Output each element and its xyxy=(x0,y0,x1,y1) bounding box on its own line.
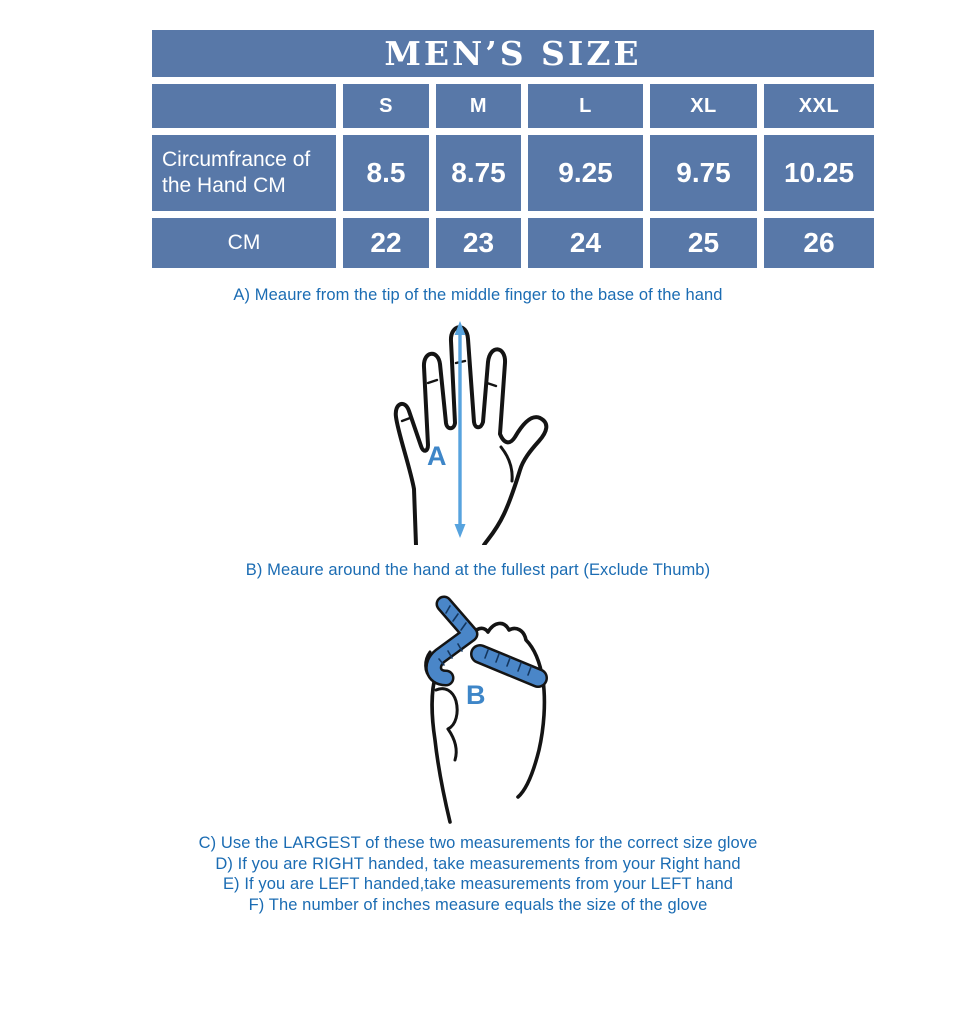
hand-outline-illustration xyxy=(383,317,553,545)
row-label-cm: CM xyxy=(152,218,336,268)
size-header-m: M xyxy=(436,84,521,128)
hand-measure-label: A xyxy=(427,441,447,471)
fist-outline-illustration xyxy=(400,592,565,828)
circumference-value-xxl: 10.25 xyxy=(764,135,874,211)
size-header-xl: XL xyxy=(650,84,757,128)
mens-size-table xyxy=(152,30,874,268)
note-f: F) The number of inches measure equals the size of the glove xyxy=(248,895,708,914)
cm-value-s: 22 xyxy=(343,218,429,268)
size-header-xxl: XXL xyxy=(764,84,874,128)
circumference-value-s: 8.5 xyxy=(343,135,429,211)
note-c: C) Use the LARGEST of these two measurements for the correct size glove xyxy=(198,834,758,852)
size-header-l: L xyxy=(528,84,643,128)
circumference-value-l: 9.25 xyxy=(528,135,643,211)
circumference-value-m: 8.75 xyxy=(436,135,521,211)
measurement-notes xyxy=(0,833,956,915)
note-d: D) If you are RIGHT handed, take measurements from your Right hand xyxy=(215,854,741,873)
cm-value-xxl: 26 xyxy=(764,218,874,268)
note-e: E) If you are LEFT handed,take measurements from your LEFT hand xyxy=(222,875,734,893)
instruction-step-b: B) Meaure around the hand at the fullest part (Exclude Thumb) xyxy=(245,561,711,579)
circumference-value-xl: 9.75 xyxy=(650,135,757,211)
instruction-step-a: A) Meaure from the tip of the middle finger to the base of the hand xyxy=(233,286,723,304)
open-hand-measure-diagram xyxy=(383,317,553,545)
fist-measure-diagram xyxy=(400,592,565,828)
cm-value-xl: 25 xyxy=(650,218,757,268)
size-header-s: S xyxy=(343,84,429,128)
fist-measure-label: B xyxy=(466,680,486,710)
size-header-empty-cell xyxy=(152,84,336,128)
row-label-circumference: Circumfrance of the Hand CM xyxy=(152,135,336,211)
hand-outline xyxy=(396,327,547,545)
cm-value-l: 24 xyxy=(528,218,643,268)
table-title: MEN’S SIZE xyxy=(152,30,874,77)
cm-value-m: 23 xyxy=(436,218,521,268)
